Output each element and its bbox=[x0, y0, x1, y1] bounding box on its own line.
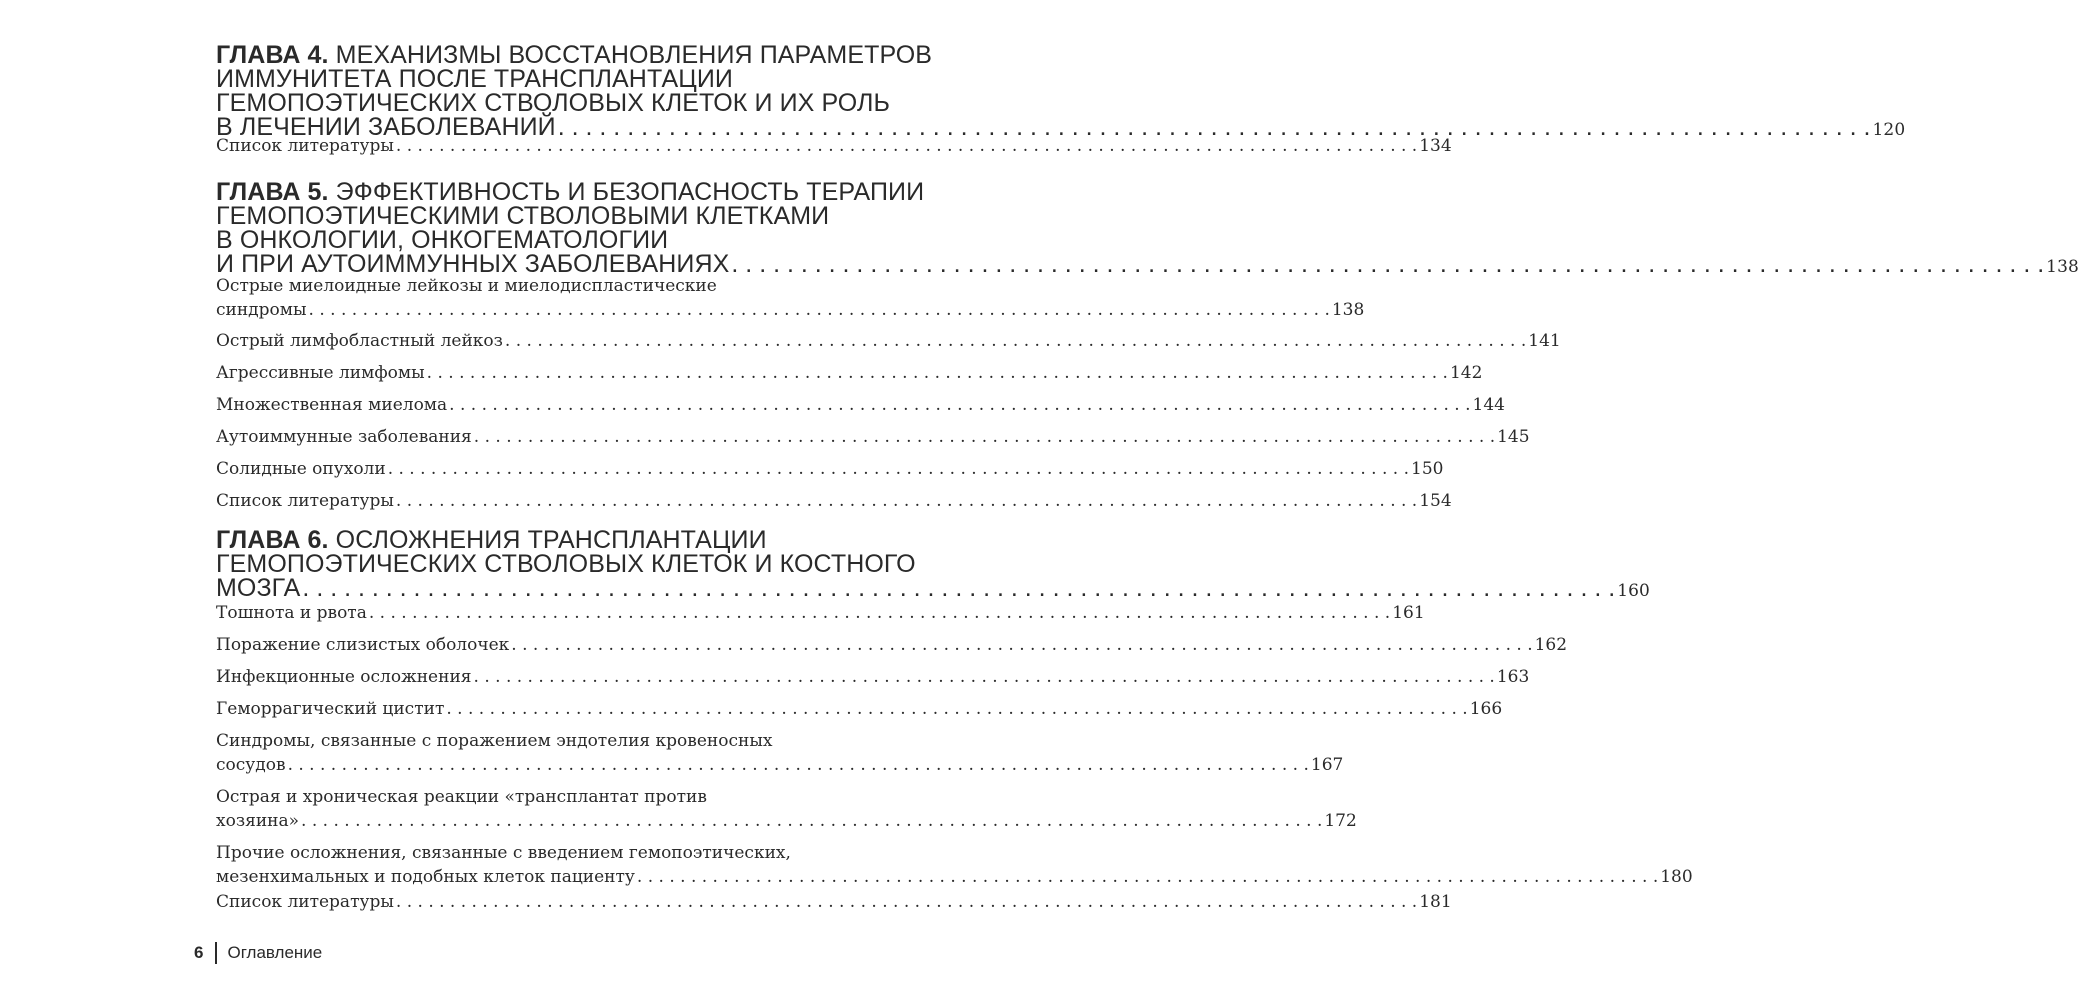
entry-title: сосудов bbox=[216, 755, 286, 775]
toc-entry bbox=[216, 729, 1344, 777]
entry-title: Аутоиммунные заболевания bbox=[216, 427, 472, 447]
chapter-title-line: ОСЛОЖНЕНИЯ ТРАНСПЛАНТАЦИИ bbox=[335, 526, 767, 554]
dot-leader bbox=[309, 300, 1330, 320]
dot-leader bbox=[288, 755, 1309, 775]
page-number: 150 bbox=[1411, 459, 1444, 479]
toc-entry bbox=[216, 134, 1452, 158]
dot-leader bbox=[301, 811, 1322, 831]
dot-leader bbox=[731, 250, 2044, 278]
entry-title: Инфекционные осложнения bbox=[216, 667, 472, 687]
chapter-label: ГЛАВА 5. bbox=[216, 178, 329, 206]
page-number: 138 bbox=[2046, 257, 2079, 277]
dot-leader bbox=[302, 574, 1615, 602]
chapter-title-line: ГЕМОПОЭТИЧЕСКИМИ СТВОЛОВЫМИ КЛЕТКАМИ bbox=[216, 202, 830, 230]
entry-title: Острые миелоидные лейкозы и миелодиспластические bbox=[216, 276, 717, 296]
entry-title: Острый лимфобластный лейкоз bbox=[216, 331, 503, 351]
toc-entry bbox=[216, 274, 1365, 322]
dot-leader bbox=[474, 427, 1495, 447]
entry-title: мезенхимальных и подобных клеток пациенту bbox=[216, 867, 635, 887]
entry-title: Множественная миелома bbox=[216, 395, 448, 415]
entry-title: Острая и хроническая реакции «трансплантат против bbox=[216, 787, 707, 807]
chapter-title-line: В ЛЕЧЕНИИ ЗАБОЛЕВАНИЙ bbox=[216, 113, 556, 141]
dot-leader bbox=[427, 363, 1448, 383]
page-number: 181 bbox=[1419, 892, 1452, 912]
chapter-title-line: ИММУНИТЕТА ПОСЛЕ ТРАНСПЛАНТАЦИИ bbox=[216, 65, 734, 93]
entry-title: синдромы bbox=[216, 300, 307, 320]
toc-entry bbox=[216, 329, 1561, 353]
dot-leader bbox=[396, 892, 1417, 912]
toc-entry bbox=[216, 393, 1505, 417]
chapter-6-heading bbox=[216, 526, 1650, 603]
toc-entry bbox=[216, 890, 1452, 914]
toc-entry bbox=[216, 425, 1530, 449]
footer-divider bbox=[215, 942, 217, 964]
dot-leader bbox=[369, 603, 1390, 623]
entry-title: Солидные опухоли bbox=[216, 459, 386, 479]
dot-leader bbox=[449, 395, 1470, 415]
dot-leader bbox=[446, 699, 1467, 719]
entry-title: Агрессивные лимфомы bbox=[216, 363, 425, 383]
dot-leader bbox=[396, 491, 1417, 511]
entry-title: Тошнота и рвота bbox=[216, 603, 367, 623]
footer-page-number: 6 bbox=[194, 943, 204, 962]
page-number: 144 bbox=[1472, 395, 1505, 415]
toc-entry bbox=[216, 785, 1357, 833]
footer-section-title: Оглавление bbox=[227, 943, 323, 962]
page-number: 120 bbox=[1872, 120, 1906, 140]
page-number: 163 bbox=[1496, 667, 1530, 687]
page-number: 142 bbox=[1449, 363, 1483, 383]
entry-title: Список литературы bbox=[216, 136, 394, 156]
toc-entry bbox=[216, 841, 1693, 889]
toc-entry bbox=[216, 361, 1483, 385]
dot-leader bbox=[637, 867, 1658, 887]
toc-entry bbox=[216, 633, 1568, 657]
dot-leader bbox=[388, 459, 1409, 479]
chapter-label: ГЛАВА 4. bbox=[216, 41, 329, 69]
toc-entry bbox=[216, 697, 1503, 721]
page-number: 166 bbox=[1469, 699, 1503, 719]
dot-leader bbox=[505, 331, 1526, 351]
dot-leader bbox=[396, 136, 1417, 156]
chapter-title-line: ГЕМОПОЭТИЧЕСКИХ СТВОЛОВЫХ КЛЕТОК И КОСТНОГО bbox=[216, 550, 916, 578]
entry-title: Список литературы bbox=[216, 491, 394, 511]
chapter-title-line: ЭФФЕКТИВНОСТЬ И БЕЗОПАСНОСТЬ ТЕРАПИИ bbox=[335, 178, 925, 206]
toc-entry bbox=[216, 665, 1530, 689]
page-number: 161 bbox=[1392, 603, 1425, 623]
page-number: 145 bbox=[1497, 427, 1530, 447]
chapter-title-line: В ОНКОЛОГИИ, ОНКОГЕМАТОЛОГИИ bbox=[216, 226, 669, 254]
page-number: 167 bbox=[1310, 755, 1344, 775]
entry-title: Список литературы bbox=[216, 892, 394, 912]
toc-entry bbox=[216, 601, 1425, 625]
chapter-title-line: МОЗГА bbox=[216, 574, 301, 602]
chapter-title-line: ГЕМОПОЭТИЧЕСКИХ СТВОЛОВЫХ КЛЕТОК И ИХ РОЛЬ bbox=[216, 89, 890, 117]
page-number: 141 bbox=[1528, 331, 1561, 351]
toc-entry bbox=[216, 489, 1452, 513]
page-number: 180 bbox=[1660, 867, 1693, 887]
entry-title: Поражение слизистых оболочек bbox=[216, 635, 510, 655]
dot-leader bbox=[474, 667, 1495, 687]
entry-title: хозяина» bbox=[216, 811, 300, 831]
entry-title: Геморрагический цистит bbox=[216, 699, 445, 719]
dot-leader bbox=[511, 635, 1532, 655]
page-footer bbox=[194, 942, 322, 964]
chapter-title-line: И ПРИ АУТОИММУННЫХ ЗАБОЛЕВАНИЯХ bbox=[216, 250, 730, 278]
page-number: 134 bbox=[1419, 136, 1452, 156]
page-number: 172 bbox=[1324, 811, 1357, 831]
page-number: 154 bbox=[1419, 491, 1452, 511]
chapter-4-heading bbox=[216, 41, 1906, 142]
entry-title: Синдромы, связанные с поражением эндотелия кровеносных bbox=[216, 731, 773, 751]
chapter-5-heading bbox=[216, 178, 2079, 279]
page-number: 160 bbox=[1617, 581, 1650, 601]
entry-title: Прочие осложнения, связанные с введением гемопоэтических, bbox=[216, 843, 791, 863]
page-number: 138 bbox=[1331, 300, 1365, 320]
chapter-title-line: МЕХАНИЗМЫ ВОССТАНОВЛЕНИЯ ПАРАМЕТРОВ bbox=[335, 41, 933, 69]
page-number: 162 bbox=[1534, 635, 1568, 655]
toc-entry bbox=[216, 457, 1444, 481]
chapter-label: ГЛАВА 6. bbox=[216, 526, 329, 554]
